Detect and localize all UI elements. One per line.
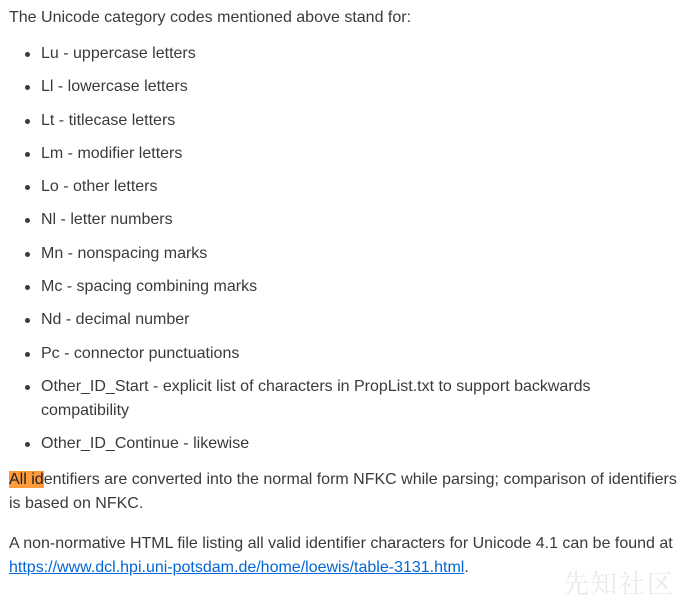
list-item (9, 175, 679, 199)
bullet-icon (25, 318, 30, 323)
reference-paragraph-end: . (464, 559, 469, 577)
list-item (9, 42, 679, 66)
list-item (9, 375, 679, 423)
bullet-icon (25, 218, 30, 223)
list-item (9, 275, 679, 299)
list-item-text: Lm - modifier letters (41, 144, 183, 162)
bullet-icon (25, 85, 30, 90)
bullet-icon (25, 252, 30, 257)
list-item (9, 308, 679, 332)
nfkc-paragraph (9, 468, 679, 516)
list-item-text: Other_ID_Start - explicit list of characters in PropList.txt to support backwards compatibility (41, 377, 591, 419)
bullet-icon (25, 285, 30, 290)
bullet-icon (25, 442, 30, 447)
list-item (9, 208, 679, 232)
site-watermark: 先知社区 (562, 570, 675, 600)
bullet-icon (25, 52, 30, 57)
list-item (9, 342, 679, 366)
list-item (9, 75, 679, 99)
list-item-text: Other_ID_Continue - likewise (41, 435, 250, 453)
bullet-icon (25, 152, 30, 157)
list-item-text: Mc - spacing combining marks (41, 278, 258, 296)
intro-text: The Unicode category codes mentioned above stand for: (9, 9, 412, 26)
bullet-icon (25, 185, 30, 190)
bullet-icon (25, 352, 30, 357)
bullet-icon (25, 119, 30, 124)
list-item-text: Nl - letter numbers (41, 211, 173, 229)
list-item-text: Lt - titlecase letters (41, 111, 176, 129)
search-highlight: All id (9, 471, 44, 489)
list-item-text: Ll - lowercase letters (41, 78, 188, 96)
list-item (9, 109, 679, 133)
list-item (9, 242, 679, 266)
list-item-text: Nd - decimal number (41, 311, 190, 329)
nfkc-paragraph-text: entifiers are converted into the normal form NFKC while parsing; comparison of identifiers is based on NFKC. (9, 471, 677, 513)
list-item-text: Mn - nonspacing marks (41, 244, 208, 262)
bullet-icon (25, 385, 30, 390)
list-item-text: Lo - other letters (41, 178, 158, 196)
unicode-category-list (9, 42, 679, 456)
list-item (9, 142, 679, 166)
unicode-table-link[interactable]: https://www.dcl.hpi.uni-potsdam.de/home/loewis/table-3131.html (9, 559, 465, 577)
document-body (9, 6, 679, 580)
reference-paragraph-text: A non-normative HTML file listing all valid identifier characters for Unicode 4.1 can be found at (9, 535, 673, 553)
list-item (9, 432, 679, 456)
list-item-text: Pc - connector punctuations (41, 344, 240, 362)
list-item-text: Lu - uppercase letters (41, 45, 196, 62)
